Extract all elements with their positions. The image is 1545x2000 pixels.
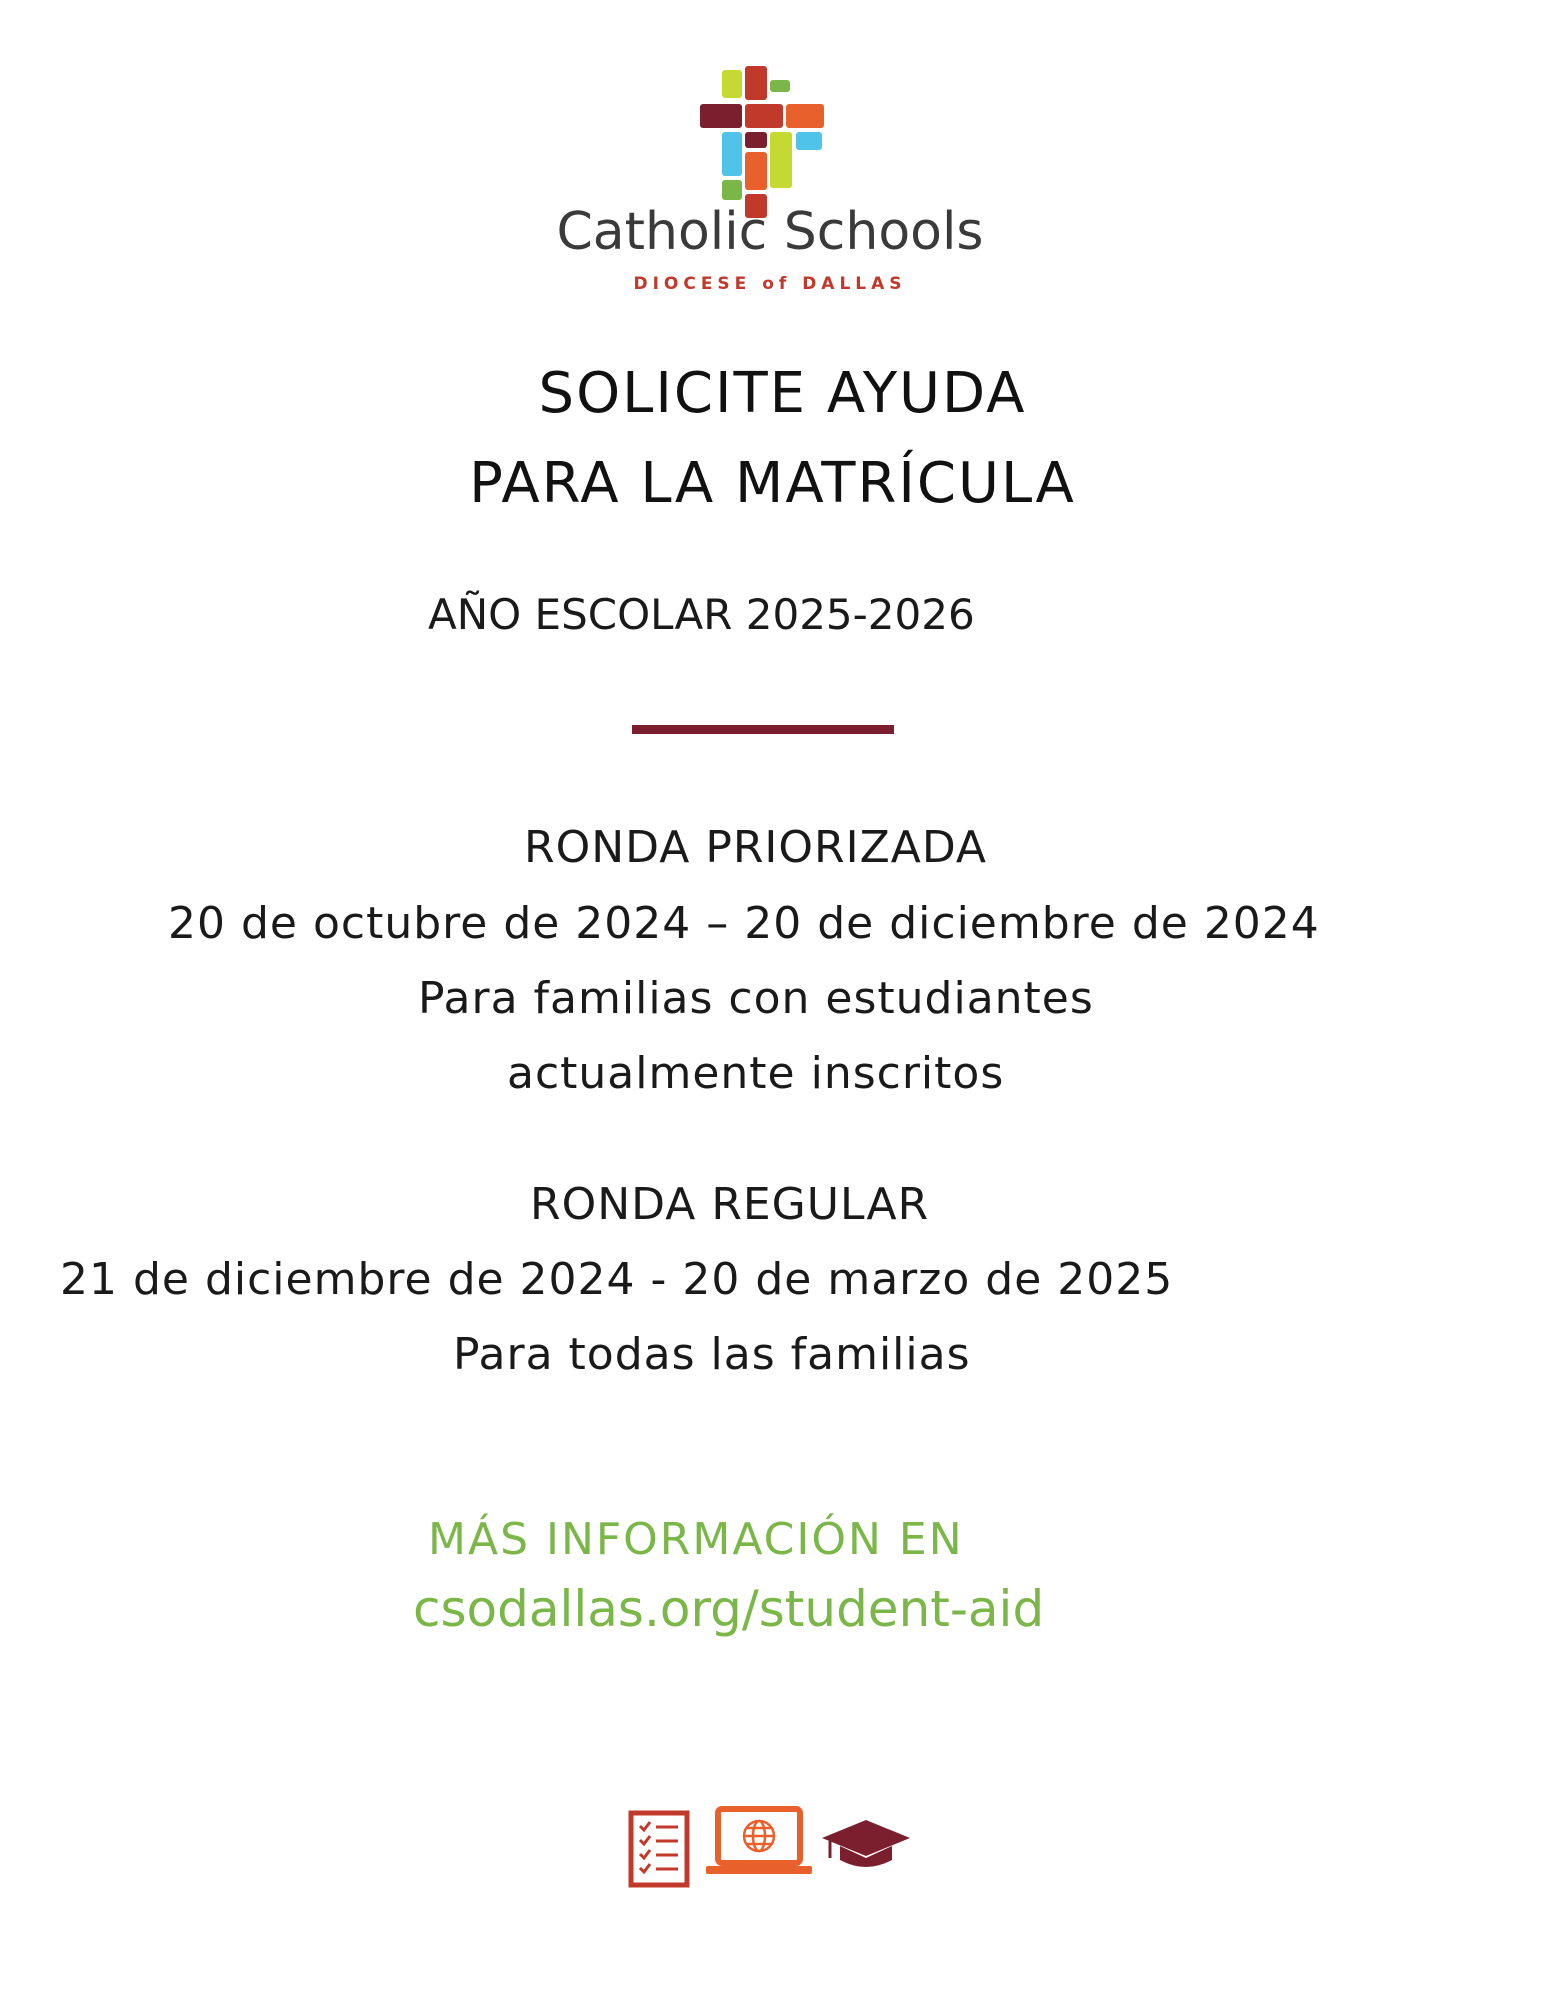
info-label: MÁS INFORMACIÓN EN [428,1514,964,1565]
divider [632,725,894,734]
school-year: AÑO ESCOLAR 2025-2026 [428,590,975,639]
cross-mosaic-logo [700,66,832,218]
graduation-cap-icon [820,1818,912,1872]
title-line-1: SOLICITE AYUDA [538,361,1027,426]
laptop-globe-icon [704,1806,814,1878]
round-1-description-line-1: Para familias con estudiantes [418,973,1094,1024]
round-1-dates: 20 de octubre de 2024 – 20 de diciembre de 2024 [168,898,1320,949]
logo-name: Catholic Schools [556,202,984,262]
info-url-link[interactable]: csodallas.org/student-aid [413,1580,1045,1638]
round-2-dates: 21 de diciembre de 2024 - 20 de marzo de 2025 [60,1254,1174,1305]
round-1-title: RONDA PRIORIZADA [524,822,988,873]
checklist-icon [628,1810,690,1888]
round-2-description: Para todas las familias [453,1329,971,1380]
round-2-title: RONDA REGULAR [530,1179,930,1230]
title-line-2: PARA LA MATRÍCULA [469,451,1076,516]
logo-subtitle: DIOCESE of DALLAS [633,274,907,294]
round-1-description-line-2: actualmente inscritos [507,1048,1005,1099]
